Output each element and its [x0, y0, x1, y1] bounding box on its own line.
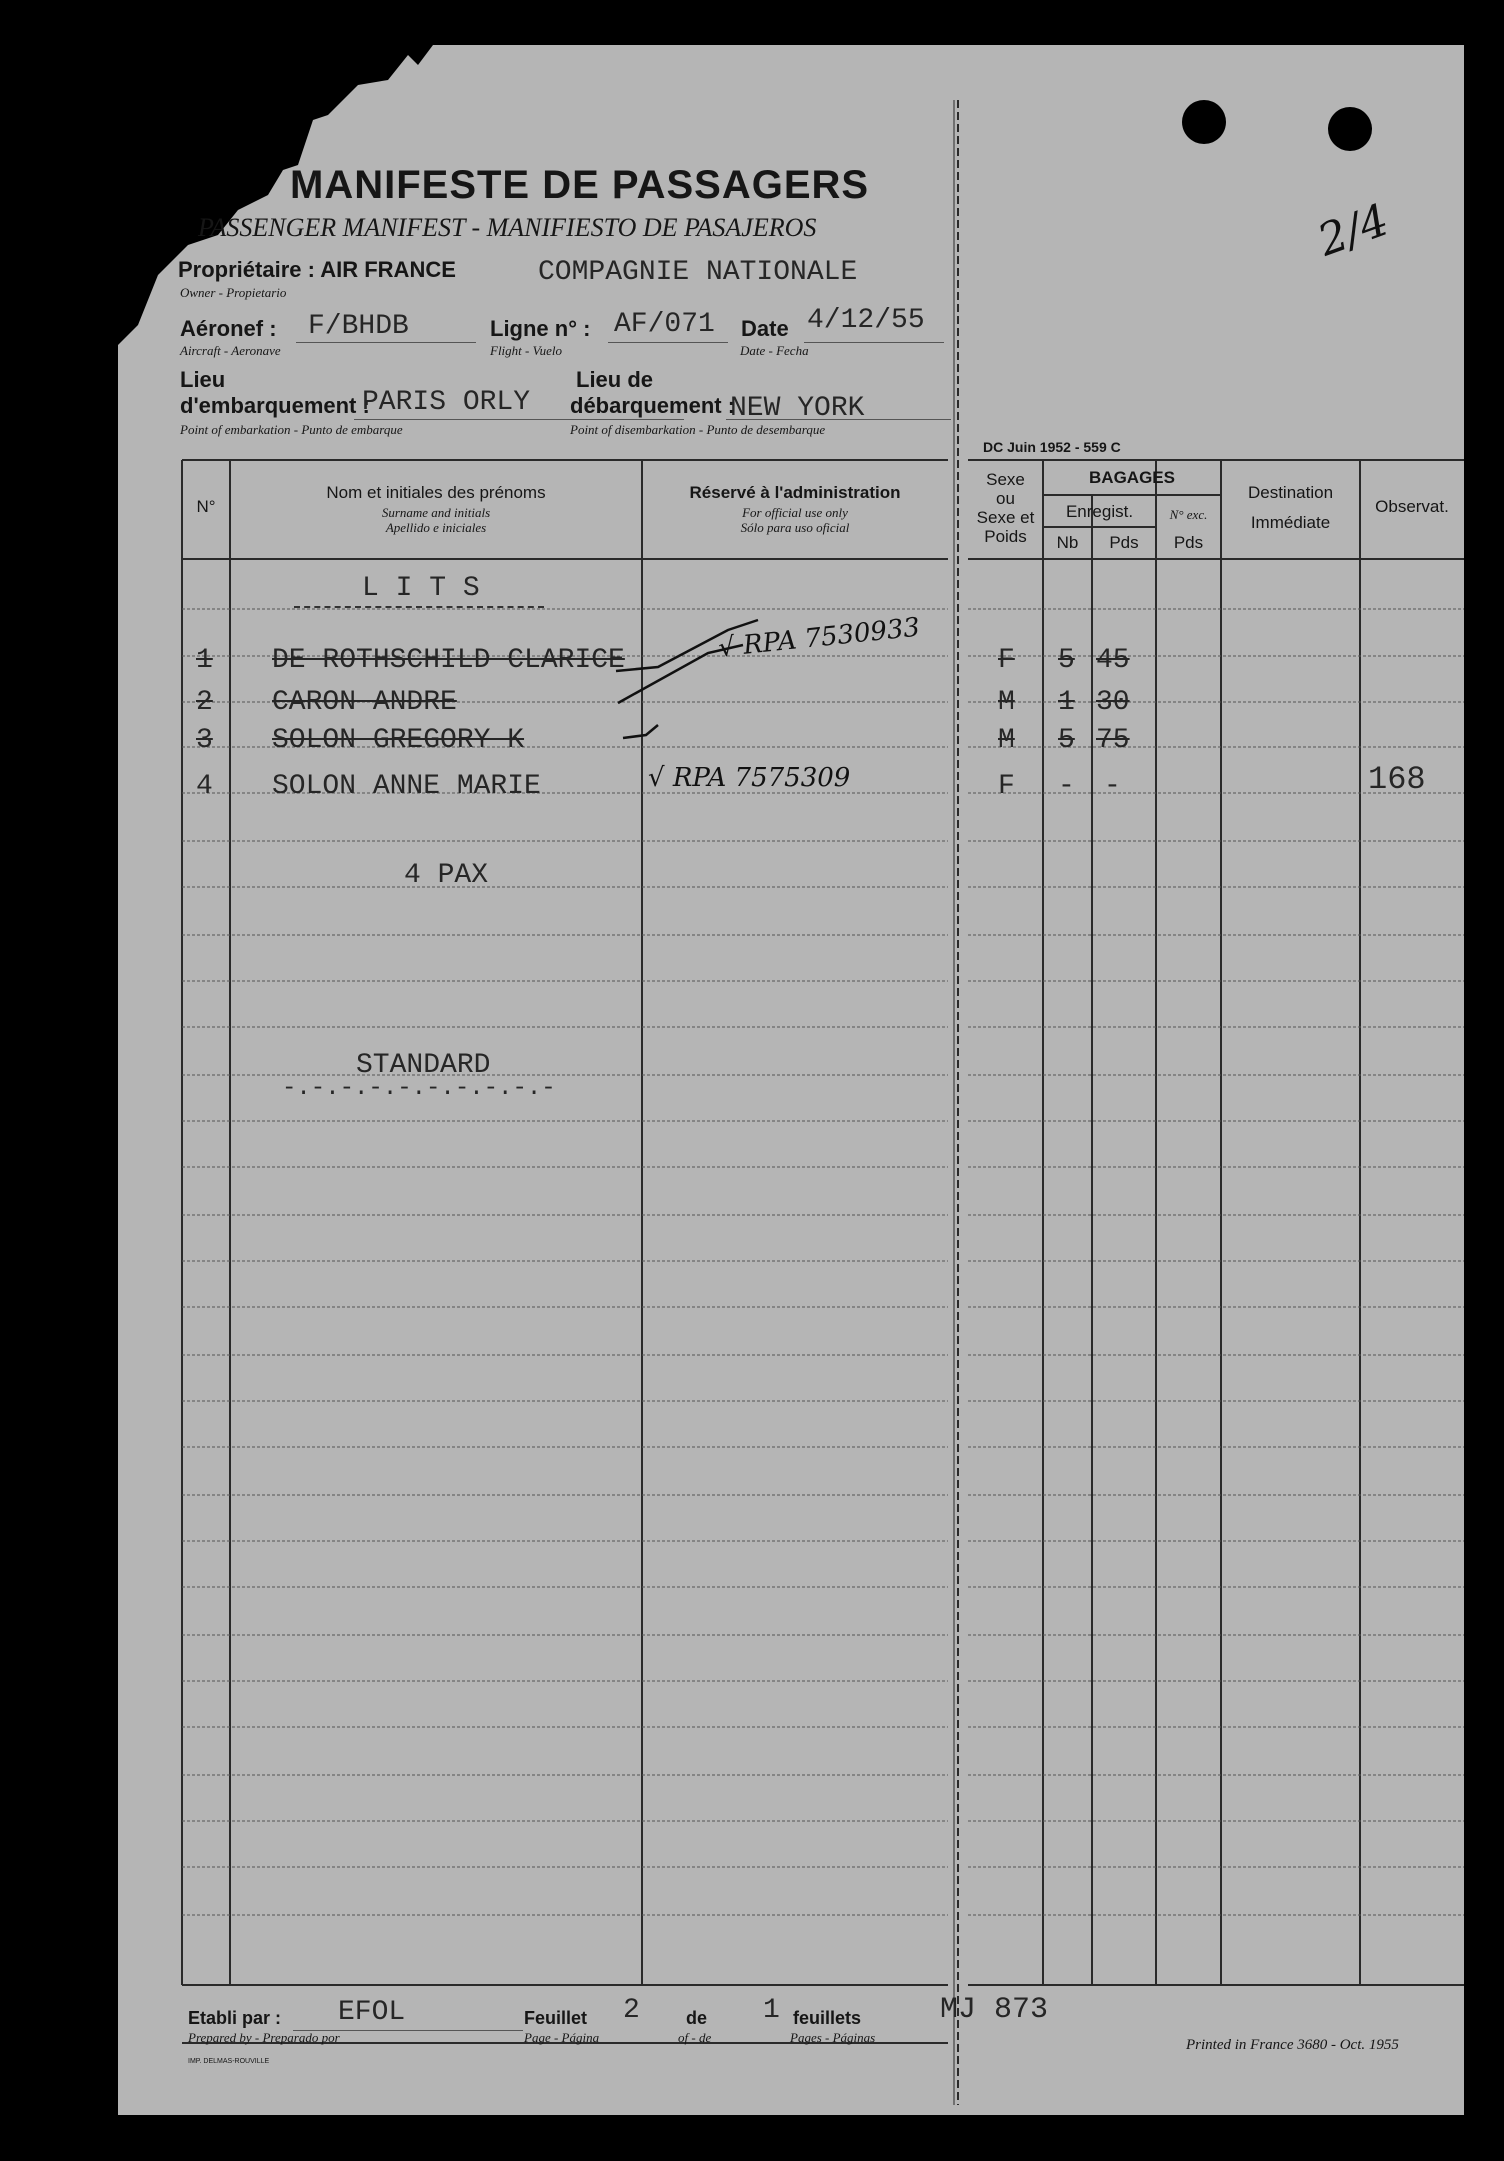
date-value: 4/12/55	[807, 305, 925, 336]
passenger-name: DE ROTHSCHILD CLARICE	[272, 645, 625, 676]
passenger-no: 3	[196, 725, 213, 756]
disembark-label-1: Lieu de	[576, 367, 654, 392]
passenger-no: 4	[196, 771, 213, 802]
col-bagages-header: BAGAGES	[1089, 468, 1175, 487]
prepared-by-value: EFOL	[338, 1997, 406, 2028]
passenger-sex: M	[998, 687, 1015, 718]
microfilm-stamp: MJ 873	[940, 1993, 1049, 2027]
page-value: 2	[623, 1995, 640, 2026]
passenger-bag-pds: -	[1104, 771, 1121, 802]
prepared-by-sub: Prepared by - Preparado por	[188, 2030, 340, 2045]
disembark-sub: Point of disembarkation - Punto de desembarque	[570, 422, 826, 437]
of-label: de	[686, 2008, 708, 2028]
passenger-bag-nb: -	[1058, 771, 1075, 802]
col-nb-header: Nb	[1056, 533, 1079, 552]
manifest-title: MANIFESTE DE PASSAGERS	[290, 163, 870, 207]
prepared-by-underline	[293, 2030, 523, 2031]
passenger-bag-pds: 30	[1096, 687, 1130, 718]
aircraft-value: F/BHDB	[308, 311, 409, 342]
passenger-observation: 168	[1368, 761, 1426, 798]
col-name-header-en: Surname and initials	[381, 505, 491, 520]
embark-sub: Point of embarkation - Punto de embarque	[180, 422, 403, 437]
printer-mark: IMP. DELMAS-ROUVILLE	[188, 2058, 270, 2065]
pages-label: feuillets	[793, 2008, 862, 2028]
line-value: AF/071	[614, 309, 715, 340]
passenger-name: SOLON GREGORY K	[272, 725, 525, 756]
page-sub: Page - Página	[524, 2030, 600, 2045]
page-label: Feuillet	[524, 2008, 588, 2028]
class-underline: -.-.-.-.-.-.-.-.-.-	[282, 1075, 556, 1102]
class-label: STANDARD	[356, 1050, 491, 1081]
aircraft-sub: Aircraft - Aeronave	[180, 343, 281, 358]
embark-label-2: d'embarquement :	[180, 393, 370, 418]
owner-label: Propriétaire : AIR FRANCE	[178, 257, 456, 282]
disembark-value: NEW YORK	[730, 393, 865, 424]
date-sub: Date - Fecha	[740, 343, 809, 358]
of-sub: of - de	[678, 2030, 712, 2045]
col-sex-header-4: Poids	[984, 527, 1027, 546]
owner-value: COMPAGNIE NATIONALE	[538, 257, 858, 288]
table-row	[118, 612, 1464, 691]
line-label: Ligne n° :	[490, 316, 591, 341]
manifest-sheet	[118, 45, 1464, 2115]
passenger-bag-pds: 45	[1096, 645, 1130, 676]
col-dest-header-1: Destination	[1247, 483, 1334, 502]
aircraft-label: Aéronef :	[180, 316, 277, 341]
total-pax: 4 PAX	[404, 860, 489, 891]
passenger-bag-nb: 1	[1058, 687, 1075, 718]
section-title-underline	[294, 606, 544, 608]
page-reference: 2/4	[1311, 194, 1396, 267]
col-no-header: N°	[196, 497, 216, 516]
table-row	[118, 761, 1464, 817]
col-enregist-header: Enregist.	[1065, 502, 1134, 521]
passenger-no: 1	[196, 645, 213, 676]
col-sex-header-2: ou	[996, 489, 1015, 508]
passenger-name: CARON ANDRE	[272, 687, 457, 718]
col-name-header-es: Apellido e iniciales	[385, 520, 487, 535]
passenger-name: SOLON ANNE MARIE	[272, 771, 541, 802]
passenger-sex: F	[998, 771, 1015, 802]
col-obs-header: Observat.	[1375, 497, 1449, 516]
passenger-sex: F	[998, 645, 1015, 676]
disembark-label-2: débarquement :	[570, 393, 736, 418]
col-name-header: Nom et initiales des prénoms	[326, 483, 546, 502]
form-reference: DC Juin 1952 - 559 C	[983, 439, 1121, 455]
printed-in-france: Printed in France 3680 - Oct. 1955	[1186, 2037, 1399, 2053]
passenger-bag-nb: 5	[1058, 645, 1075, 676]
manifest-subtitle: PASSENGER MANIFEST - MANIFIESTO DE PASAJEROS	[198, 213, 817, 242]
col-nexc-header: N° exc.	[1169, 507, 1208, 522]
col-sex-header-3: Sexe et	[976, 508, 1035, 527]
passenger-admin: √ RPA 7575309	[648, 763, 851, 793]
col-pds2-header: Pds	[1173, 533, 1204, 552]
col-admin-header: Réservé à l'administration	[689, 483, 901, 502]
passenger-admin: √ RPA 7530933	[716, 612, 922, 664]
prepared-by-label: Etabli par :	[188, 2008, 282, 2028]
date-label: Date	[741, 316, 789, 341]
passenger-sex: M	[998, 725, 1015, 756]
owner-sub: Owner - Propietario	[180, 285, 287, 300]
passenger-bag-pds: 75	[1096, 725, 1130, 756]
passenger-no: 2	[196, 687, 213, 718]
col-admin-header-en: For official use only	[742, 505, 848, 520]
embark-label-1: Lieu	[180, 367, 226, 392]
line-sub: Flight - Vuelo	[490, 343, 562, 358]
col-admin-header-es: Sólo para uso oficial	[740, 520, 850, 535]
passenger-bag-nb: 5	[1058, 725, 1075, 756]
pages-sub: Pages - Páginas	[790, 2030, 876, 2045]
col-dest-header-2: Immédiate	[1250, 513, 1331, 532]
col-pds-header: Pds	[1109, 533, 1139, 552]
pages-value: 1	[763, 1995, 780, 2026]
col-sex-header-1: Sexe	[986, 470, 1025, 489]
embark-value: PARIS ORLY	[362, 387, 531, 418]
section-title: L I T S	[362, 573, 480, 604]
